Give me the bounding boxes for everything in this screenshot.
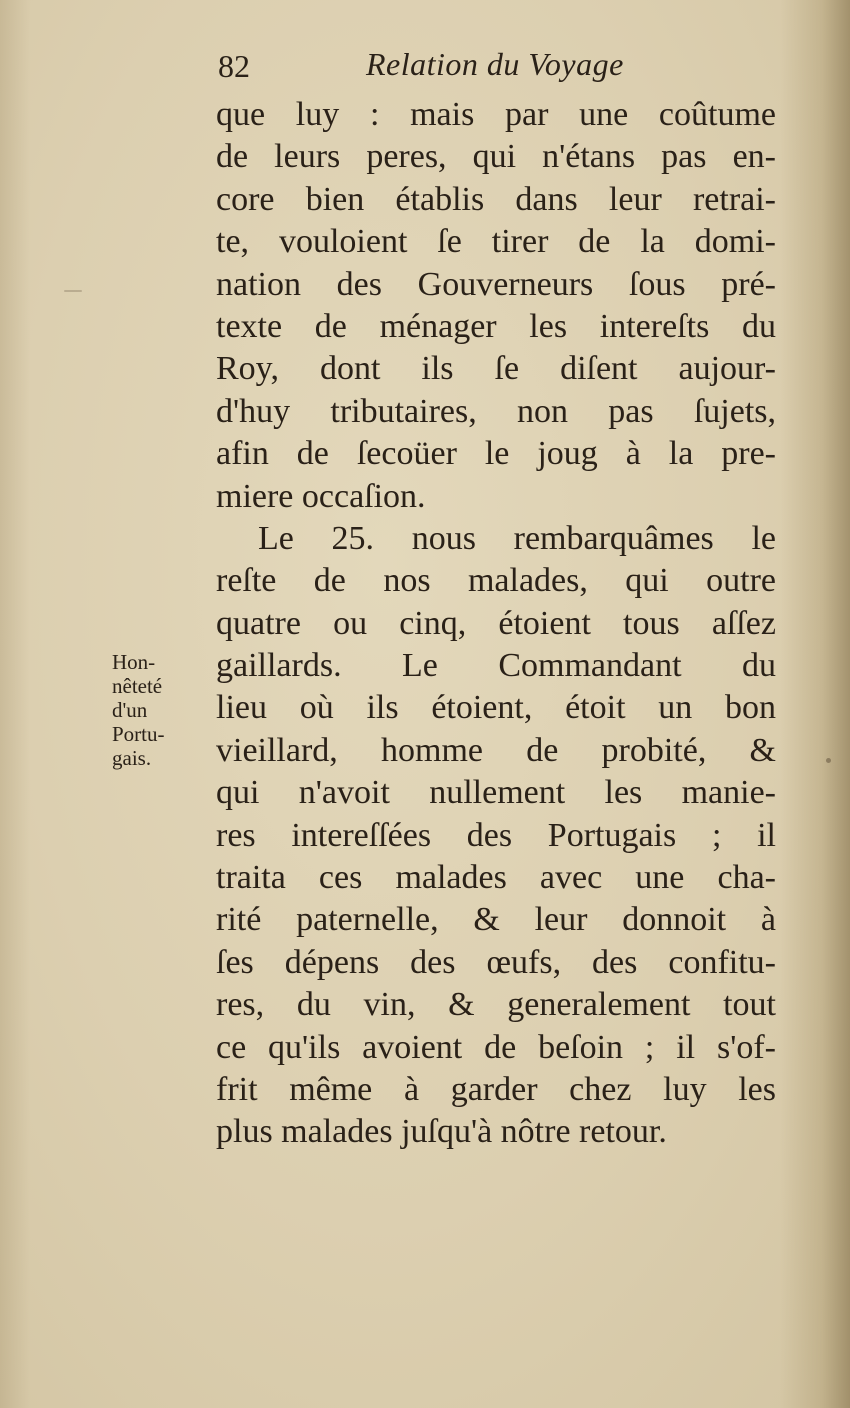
page-edge-shadow (780, 0, 850, 1408)
paragraph-start-line: Le 25. nous rembarquâmes le (258, 519, 776, 557)
marginal-note-line: Portu- (112, 722, 165, 746)
text-line: que luy : mais par une coûtume (216, 96, 776, 133)
text-line: afin de ſecoüer le joug à la pre- (216, 435, 776, 473)
text-line: vieillard, homme de probité, & (216, 731, 776, 769)
paper-speck (826, 758, 831, 763)
text-line: ſes dépens des œufs, des confitu- (216, 943, 776, 981)
text-line: res, du vin, & generalement tout (216, 986, 776, 1024)
text-line: ce qu'ils avoient de beſoin ; il s'of- (216, 1028, 776, 1066)
marginal-note (112, 650, 202, 770)
page-left-shadow (0, 0, 30, 1408)
text-line: nation des Gouverneurs ſous pré- (216, 265, 776, 303)
text-line: miere occaſion. (216, 477, 426, 515)
text-line: d'huy tributaires, non pas ſujets, (216, 392, 776, 430)
page-header (218, 40, 778, 90)
text-line: lieu où ils étoient, étoit un bon (216, 689, 776, 727)
body-text (216, 94, 776, 1154)
marginal-note-line: Hon- (112, 650, 156, 674)
paper-speck (64, 290, 82, 292)
text-line: te, vouloient ſe tirer de la domi- (216, 223, 776, 261)
page-number: 82 (218, 48, 250, 84)
text-line: texte de ménager les intereſts du (216, 307, 776, 345)
text-line: rité paternelle, & leur donnoit à (216, 901, 776, 939)
text-line: de leurs peres, qui n'étans pas en- (216, 138, 776, 176)
text-line: gaillards. Le Commandant du (216, 647, 776, 685)
text-line: res intereſſées des Portugais ; il (216, 816, 776, 854)
running-title: Relation du Voyage (366, 46, 624, 82)
marginal-note-line: nêteté (112, 674, 163, 698)
text-line: plus malades juſqu'à nôtre retour. (216, 1113, 667, 1151)
text-line: qui n'avoit nullement les manie- (216, 774, 776, 812)
text-line: Roy, dont ils ſe diſent aujour- (216, 350, 776, 388)
text-line: quatre ou cinq, étoient tous aſſez (216, 604, 776, 642)
text-line: traita ces malades avec une cha- (216, 859, 776, 897)
marginal-note-line: gais. (112, 746, 152, 770)
marginal-note-line: d'un (112, 698, 148, 722)
text-line: frit même à garder chez luy les (216, 1070, 776, 1108)
text-line: core bien établis dans leur retrai- (216, 180, 776, 218)
text-line: reſte de nos malades, qui outre (216, 562, 776, 600)
